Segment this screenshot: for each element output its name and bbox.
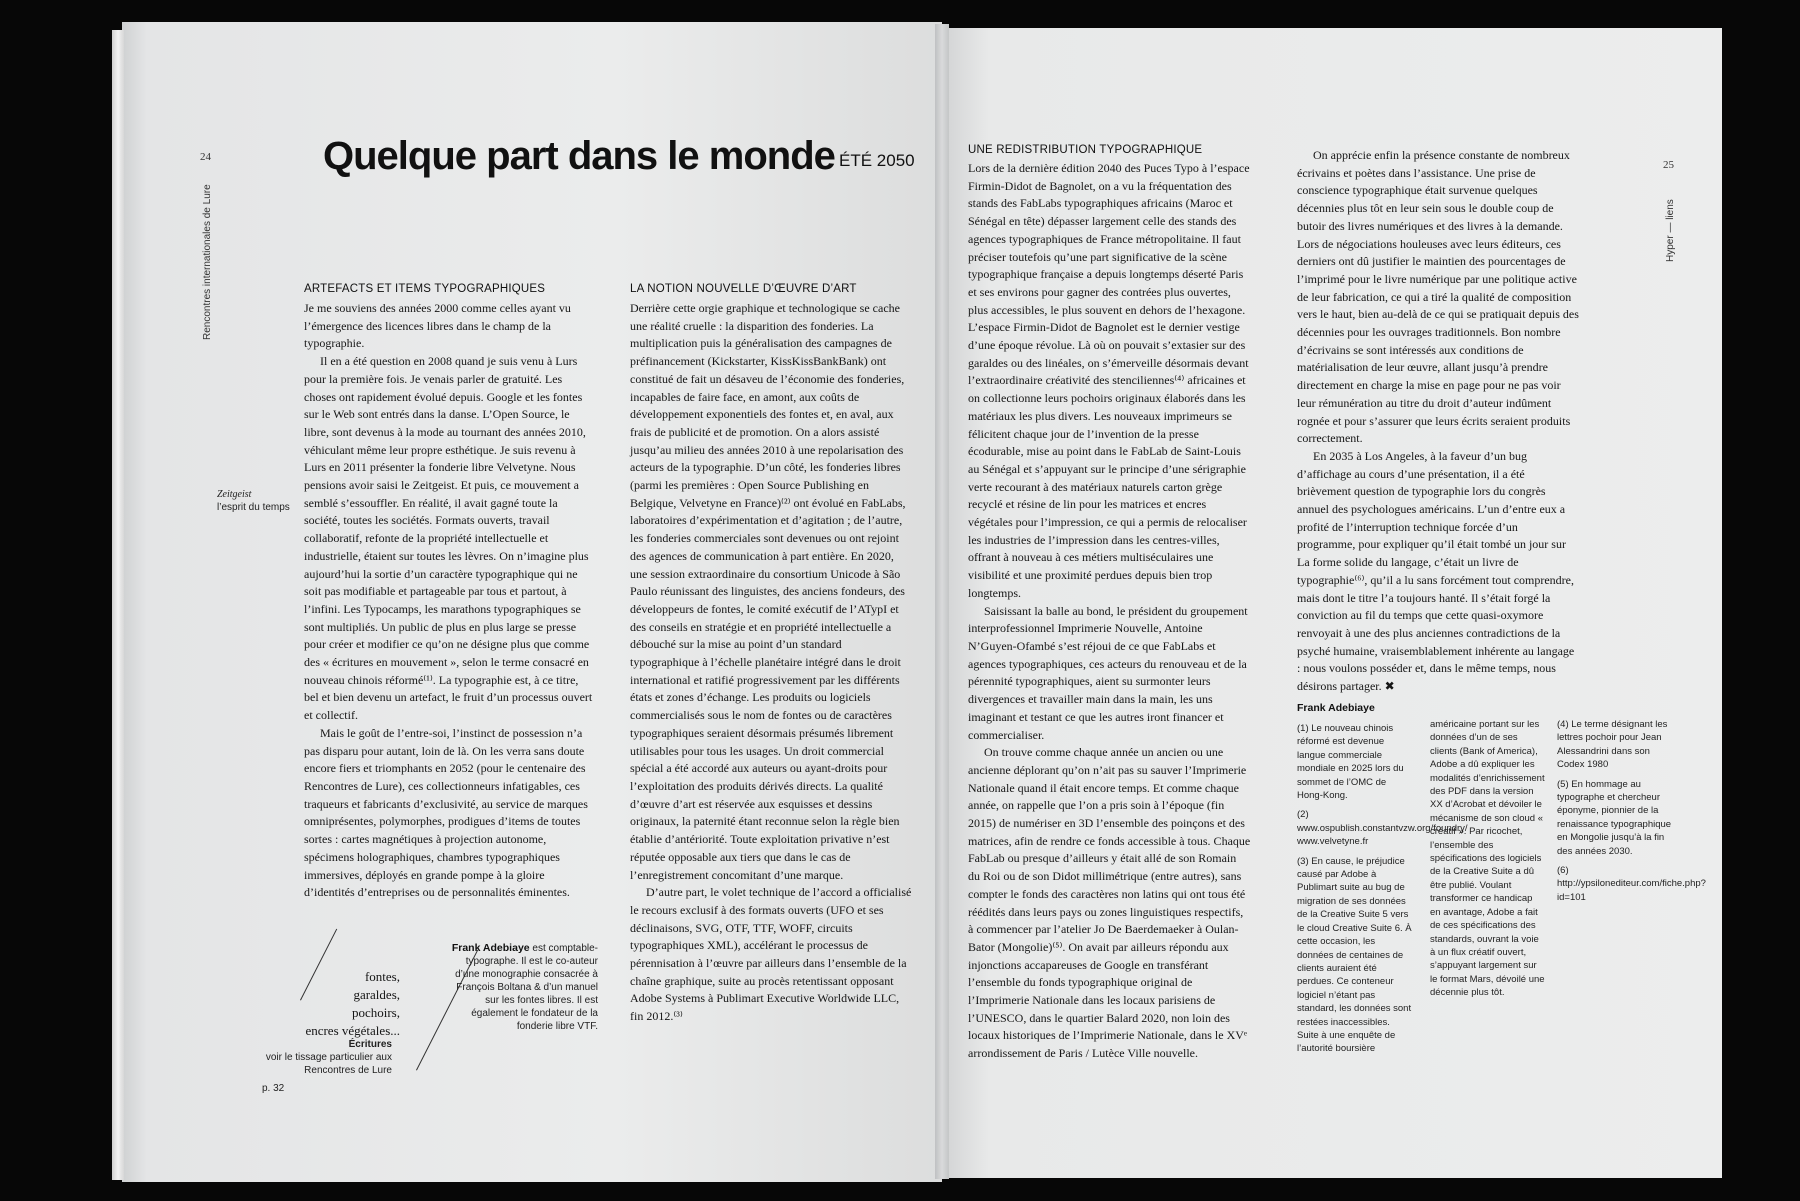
footnote: américaine portant sur les données d’un de ses clients (Bank of America), Adobe a dû expliquer les modalités d’enrichissement des PDF dans la version XX d’Acrobat et dévoiler le mécanisme de son cloud « créatif ». Par ricochet, l’ensemble des spécifications des logiciels de la Creative Suite a dû être publié. Voulant transformer ce handicap en avantage, Adobe a fait de ces spécifications des standards, ouvrant la voie à un flux créatif ouvert, s’appuyant largement sur le format Mars, dévoilé une décennie plus tôt. [1430,719,1545,999]
crossref-line: pochoirs, [351,1005,400,1020]
footnotes-col-c [1557,718,1706,910]
heading-redistribution: UNE REDISTRIBUTION TYPOGRAPHIQUE [968,144,1203,156]
crossref-page: p. 32 [262,1083,285,1094]
bio-name: Frank Adebiaye [451,942,530,954]
article-season: ÉTÉ 2050 [839,151,915,170]
author-bio [448,942,598,1033]
bio-text: est comptable-typographe. Il est le co-auteur d’une monographie consacrée à François Boltana & d’un manuel sur les fontes libres. Il est également le fondateur de la fonderie libre VTF. [455,943,598,1032]
footnotes-col-b [1430,718,1545,1006]
paragraph: Lors de la dernière édition 2040 des Puces Typo à l’espace Firmin-Didot de Bagnolet, on a vu la fréquentation des stands des FabLabs typographiques africains (Maroc et Sénégal en tête) dépasser largement celle des stands des agences typographiques de France métropolitaine. Il faut préciser toutefois qu’une part significative de la scène typographique française a depuis longtemps déserté Paris et ses environs pour gagner des contrées plus ouvertes, plus accessibles, le plus souvent en dehors de l’hexagone. L’espace Firmin-Didot de Bagnolet est le dernier vestige d’une époque révolue. Là où on pouvait s’extasier sur des garaldes ou des linéales, on s’émerveille désormais devant l’extraordinaire créativité des stenciliennes⁽⁴⁾ africaines et on collectionne leurs pochoirs originaux élaborés dans les matériaux les plus divers. Les nouveaux imprimeurs se félicitent chaque jour de l’invention de la presse écodurable, mise au point dans le FabLab de Saint-Louis au Sénégal et s’appuyant sur le principe d’une sérigraphie verte recourant à des matériaux naturels carton grège recyclé et résine de lin pour les matrices et encres végétales pour l’impression, ce qui a permis de relocaliser les industries de l’impression dans les centres-villes, offrant à nouveau à ces métiers multiséculaires une visibilité et une proximité perdues depuis bien trop longtemps. [968,161,1250,600]
crossref-link [262,1038,392,1077]
paragraph: Je me souviens des années 2000 comme celles ayant vu l’émergence des licences libres dans le champ de la typographie. [304,301,571,351]
paragraph: Mais le goût de l’entre-soi, l’instinct de possession n’a pas disparu pour autant, loin de là. On les verra sans doute encore fiers et triomphants en 2052 (pour le centenaire des Rencontres de Lure), ces collectionneurs infatigables, ces traqueurs et fabricants d’exclusivité, au service de marques omniprésentes, polymorphes, prodigues d’items de toutes sortes : cartes magnétiques à projection autonome, spécimens holographiques, chambres typographiques immersives, déployés en grande pompe à la gloire d’identités d’entreprises ou de personnalités éminentes. [304,725,588,900]
footnote: (4) Le terme désignant les lettres pochoir pour Jean Alessandrini dans son Codex 1980 [1557,719,1668,771]
page-edges [112,30,124,1180]
footnote: (3) En cause, le préjudice causé par Adobe à Publimart suite au bug de migration de ses données de la Creative Suite 5 vers le cloud Creative Suite 6. À cette occasion, les données de centaines de clients auraient été perdues. Ce conteneur logiciel n’étant pas standard, les données sont restées inaccessibles. Suite à une enquête de l’autorité boursière [1297,855,1412,1055]
paragraph: On apprécie enfin la présence constante de nombreux écrivains et poètes dans l’assistance. Une prise de conscience typographique était survenue quelques décennies plus tôt en leur sein sous le double coup de butoir des livres numériques et des livres à la demande. Lors de négociations houleuses avec leurs éditeurs, ces derniers ont dû justifier le maintien des pourcentages de l’imprimé pour le livre numérique par une politique active de leur fabrication, ce qui a tiré la qualité de composition vers le haut, bien au-delà de ce qui se pratiquait depuis des décennies pour les ouvrages traditionnels. Bon nombre d’écrivains se sont intéressés aux conditions de matérialisation de leur œuvre, allant jusqu’à prendre directement en charge la mise en page pour ne pas voir leur rémunération au titre du droit d’auteur indûment rognée et pour s’assurer que leurs écrits seraient produits correctement. [1297,148,1579,446]
page-number-right: 25 [1663,159,1674,171]
margin-note-term: Zeitgeist [217,489,252,500]
crossref-description: voir le tissage particulier aux Rencontres de Lure [265,1052,392,1076]
column-redistribution [968,160,1251,1063]
crossref-label: Écritures [348,1039,392,1050]
crossref-keywords [260,968,400,1040]
heading-artefacts: ARTEFACTS ET ITEMS TYPOGRAPHIQUES [304,283,546,295]
margin-note-definition: l’esprit du temps [217,502,290,513]
running-head-right: Hyper — liens [1665,199,1676,262]
footnote: (2) www.ospublish.constantvzw.org/foundry/ www.velvetyne.fr [1297,809,1468,848]
crossref-line: fontes, [364,969,400,984]
crossref-line: garaldes, [353,987,400,1002]
book-spine [935,24,949,1179]
running-head-left: Rencontres internationales de Lure [202,184,213,340]
footnote: (1) Le nouveau chinois réformé est devenue langue commerciale mondiale en 2025 lors du sommet de l’OMC de Hong-Kong. [1297,723,1404,802]
margin-note [217,488,297,514]
signature: Frank Adebiaye [1297,701,1375,714]
paragraph: On trouve comme chaque année un ancien ou une ancienne déplorant qu’on n’ait pas su sauver l’Imprimerie Nationale quand il était encore temps. Et comme chaque année, on rappelle que l’on a pris soin à l’époque (fin 2015) de numériser en 3D l’ensemble des poinçons et des matrices, afin de rendre ce fonds accessible à tous. Chaque FabLab ou presque d’ailleurs y était allé de son Romain du Roi ou de son Didot millimétrique (entre autres), sans compter le fonds des caractères non latins qui ont tous été réédités dans leurs pays ou zones linguistiques respectifs, à commencer par l’atelier Jo De Baerdemaeker à Oulan-Bator (Mongolie)⁽⁵⁾. On avait par ailleurs répondu aux injonctions accapareuses de Google en transférant l’ensemble du fonds typographique original de l’Imprimerie Nationale dans les locaux parisiens de l’UNESCO, dans le quartier Balard 2020, non loin des locaux historiques de l’Imprimerie Nationale, dans le XVᵉ arrondissement de Paris / Lutèce Ville nouvelle. [968,745,1251,1061]
footnote: (5) En hommage au typographe et chercheur éponyme, pionnier de la renaissance typographique en Mongolie jusqu’à la fin des années 2030. [1557,778,1672,857]
column-conclusion [1297,147,1579,718]
article-title: Quelque part dans le monde [323,134,835,178]
footnote: (6) http://ypsiloneditеur.com/fiche.php?id=101 [1557,865,1706,903]
column-oeuvre-art [630,300,913,1026]
heading-oeuvre-art: LA NOTION NOUVELLE D’ŒUVRE D’ART [630,283,857,295]
footnotes-col-a [1297,722,1468,1062]
paragraph: D’autre part, le volet technique de l’accord a officialisé le recours exclusif à des formats ouverts (UFO et ses déclinaisons, SVG, OTF, TTF, WOFF, circuits typographiques XML), accélérant le processus de pérennisation à l’œuvre par ailleurs dans l’ensemble de la chaîne graphique, suite au procès retentissant opposant Adobe Systems à Publimart Executive Worldwide LLC, fin 2012.⁽³⁾ [630,885,912,1024]
paragraph: Derrière cette orgie graphique et technologique se cache une réalité cruelle : la disparition des fonderies. La multiplication puis la généralisation des campagnes de préfinancement (Kickstarter, KissKissBankBank) ont constitué de fait un désaveu de l’économie des fonderies, incapables de faire face, en amont, aux coûts de développement exponentiels des fontes et, en aval, aux frais de publicité et de promotion. On a alors assisté jusqu’au milieu des années 2010 à une repolarisation des acteurs de la typographie. D’un côté, les fonderies libres (parmi les premières : Open Source Publishing en Belgique, Velvetyne en France)⁽²⁾ ont évolué en FabLabs, laboratoires d’expérimentation et d’agitation ; de l’autre, les fonderies commerciales sont devenues ou ont rejoint des agences de communication à part entière. En 2020, une session extraordinaire du consortium Unicode à São Paulo réunissant des linguistes, des anciens fondeurs, des développeurs de fontes, le comité exécutif de l’ATypI et des conseils en stratégie et en propriété intellectuelle a débouché sur la mise au point d’un standard typographique à l’échelle planétaire intégré dans le droit international et ratifié progressivement par les différents états et zones d’échange. Les produits ou logiciels commercialisés sous le nom de fontes ou de caractères typographiques seraient désormais présumés librement utilisables pour tous les usages. Un droit commercial spécial a été accordé aux auteurs ou ayant-droits pour l’exploitation des produits dérivés directs. La qualité d’œuvre d’art est réservée aux esquisses et dessins originaux, la paternité étant reconnue selon la règle bien établie d’antériorité. Toute exploitation privative n’est réputée opposable aux tiers que dans le cas de l’enregistrement concomitant d’une marque. [630,301,906,882]
crossref-line: encres végétales... [305,1023,400,1038]
paragraph: En 2035 à Los Angeles, à la faveur d’un bug d’affichage au cours d’une présentation, il a été brièvement question de typographie lors du congrès annuel des psychologues américains. L’un d’entre eux a profité de l’interruption technique forcée d’un programme, pour expliquer qu’il était tombé un jour sur La forme solide du langage, c’était un livre de typographie⁽⁶⁾, qu’il a lu sans forcément tout comprendre, mais dont le titre l’a toujours hanté. Il s’était forgé la conviction au fil du temps que cette quasi-oxymore renvoyait à une des plus anciennes contradictions de la psyché humaine, vraisemblablement inhérente au langage : nous voulons posséder et, dans le même temps, nous désirons partager. ✖ [1297,448,1575,694]
paragraph: Saisissant la balle au bond, le président du groupement interprofessionnel Imprimerie Nouvelle, Antoine N’Guyen-Ofambé s’est réjoui de ce que FabLabs et agences typographiques, ces acteurs du renouveau et de la pérennité typographiques, aient su surmonter leurs divergences et travailler main dans la main, les uns imaginant et testant ce que les autres iront financer et commercialiser. [968,603,1248,742]
column-artefacts [304,300,596,902]
paragraph: Il en a été question en 2008 quand je suis venu à Lurs pour la première fois. Je venais parler de gratuité. Les choses ont rapidement évolué depuis. Google et les fontes sur le Web sont entrés dans la danse. L’Open Source, le libre, sont devenus à la mode au tournant des années 2010, véhiculant même leur propre esthétique. Je suis revenu à Lurs en 2011 présenter la fonderie libre Velvetyne. Nous pensions avoir saisi le Zeitgeist. Et puis, ce mouvement a semblé s’essouffler. En réalité, il avait gagné toute la société, toutes les sociétés. Formats ouverts, travail collaboratif, refonte de la propriété intellectuelle et industrielle, étaient sur toutes les lèvres. On n’imagine plus aujourd’hui la sortie d’un caractère typographique qui ne soit pas modifiable et partageable par tous et partout, à l’infini. Les Typocamps, les marathons typographiques se sont multipliés. Un public de plus en plus large se presse pour créer et modifier ce qu’on ne désigne plus que comme des « écritures en mouvement », selon le terme consacré en nouveau chinois réformé⁽¹⁾. La typographie est, à ce titre, bel et bien devenu un artefact, le fruit d’un processus ouvert et collectif. [304,354,593,723]
page-number-left: 24 [200,151,211,163]
